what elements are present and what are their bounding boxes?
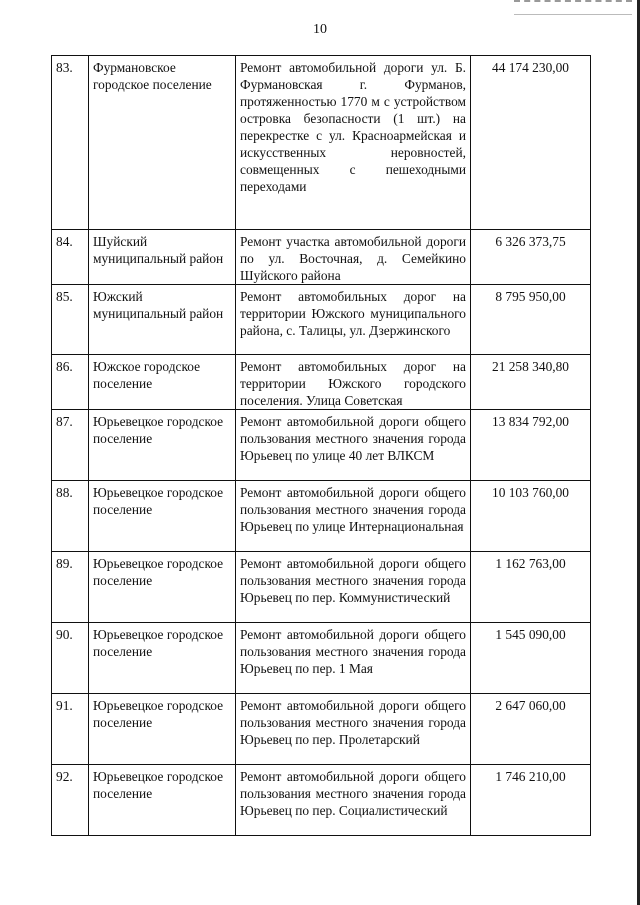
table-row — [52, 56, 591, 230]
row-number: 91. — [52, 694, 89, 765]
amount-cell: 13 834 792,00 — [471, 410, 591, 481]
table-row — [52, 285, 591, 355]
row-number: 86. — [52, 355, 89, 410]
municipality-cell: Юрьевецкое городское поселение — [89, 694, 236, 765]
municipality-cell: Юрьевецкое городское поселение — [89, 481, 236, 552]
table-row — [52, 410, 591, 481]
municipality-cell: Южский муниципальный район — [89, 285, 236, 355]
description-cell: Ремонт автомобильной дороги общего пользования местного значения города Юрьевец по улице Интернациональная — [236, 481, 471, 552]
row-number: 85. — [52, 285, 89, 355]
description-cell: Ремонт участка автомобильной дороги по ул. Восточная, д. Семейкино Шуйского района — [236, 230, 471, 285]
municipality-cell: Фурмановское городское поселение — [89, 56, 236, 230]
description-cell: Ремонт автомобильных дорог на территории Южского городского поселения. Улица Советская — [236, 355, 471, 410]
amount-cell: 21 258 340,80 — [471, 355, 591, 410]
row-number: 90. — [52, 623, 89, 694]
municipality-cell: Юрьевецкое городское поселение — [89, 410, 236, 481]
amount-cell: 1 162 763,00 — [471, 552, 591, 623]
page-number: 10 — [313, 22, 327, 37]
row-number: 87. — [52, 410, 89, 481]
scan-edge-artifact — [514, 0, 632, 15]
amount-cell: 2 647 060,00 — [471, 694, 591, 765]
amount-cell: 8 795 950,00 — [471, 285, 591, 355]
amount-cell: 44 174 230,00 — [471, 56, 591, 230]
table-row — [52, 230, 591, 285]
table-row — [52, 623, 591, 694]
description-cell: Ремонт автомобильных дорог на территории Южского муниципального района, с. Талицы, ул. Дзержинского — [236, 285, 471, 355]
table-row — [52, 765, 591, 836]
table-row — [52, 481, 591, 552]
municipality-cell: Шуйский муниципальный район — [89, 230, 236, 285]
row-number: 88. — [52, 481, 89, 552]
description-cell: Ремонт автомобильной дороги общего пользования местного значения города Юрьевец по пер. Социалистический — [236, 765, 471, 836]
row-number: 84. — [52, 230, 89, 285]
description-cell: Ремонт автомобильной дороги общего пользования местного значения города Юрьевец по пер. Коммунистический — [236, 552, 471, 623]
table-row — [52, 694, 591, 765]
description-cell: Ремонт автомобильной дороги общего пользования местного значения города Юрьевец по пер. Пролетарский — [236, 694, 471, 765]
row-number: 83. — [52, 56, 89, 230]
table-row — [52, 552, 591, 623]
municipality-cell: Юрьевецкое городское поселение — [89, 623, 236, 694]
amount-cell: 6 326 373,75 — [471, 230, 591, 285]
municipality-cell: Южское городское поселение — [89, 355, 236, 410]
municipality-cell: Юрьевецкое городское поселение — [89, 765, 236, 836]
amount-cell: 1 545 090,00 — [471, 623, 591, 694]
row-number: 92. — [52, 765, 89, 836]
municipality-cell: Юрьевецкое городское поселение — [89, 552, 236, 623]
row-number: 89. — [52, 552, 89, 623]
description-cell: Ремонт автомобильной дороги ул. Б. Фурмановская г. Фурманов, протяженностью 1770 м с устройством островка безопасности (1 шт.) на перекрестке с ул. Красноармейская и искусственных неровностей, совмещенных с пешеходными переходами — [236, 56, 471, 230]
amount-cell: 10 103 760,00 — [471, 481, 591, 552]
amount-cell: 1 746 210,00 — [471, 765, 591, 836]
table-row — [52, 355, 591, 410]
road-repair-table — [51, 55, 591, 836]
description-cell: Ремонт автомобильной дороги общего пользования местного значения города Юрьевец по улице 40 лет ВЛКСМ — [236, 410, 471, 481]
description-cell: Ремонт автомобильной дороги общего пользования местного значения города Юрьевец по пер. 1 Мая — [236, 623, 471, 694]
